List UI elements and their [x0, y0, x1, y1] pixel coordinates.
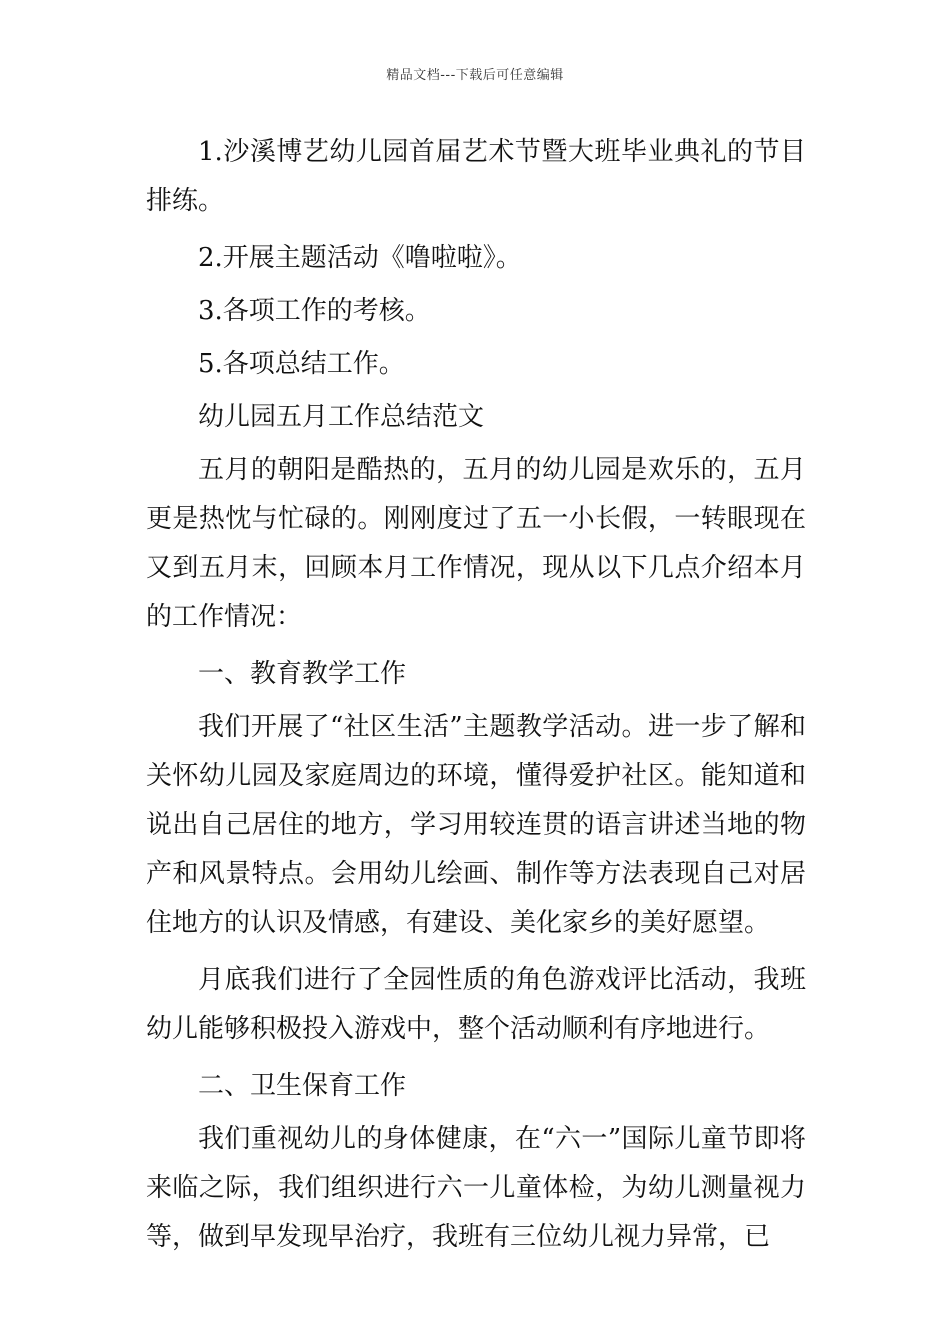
heading-education: 一、教育教学工作: [198, 659, 407, 689]
paragraph-theme-activity: 2.开展主题活动《噜啦啦》。: [198, 243, 522, 273]
section-title: 幼儿园五月工作总结范文: [198, 402, 485, 432]
paragraph-rehearsal: 1.沙溪博艺幼儿园首届艺术节暨大班毕业典礼的节目排练。: [146, 137, 806, 216]
paragraph-assessment: 3.各项工作的考核。: [198, 296, 431, 326]
heading-health: 二、卫生保育工作: [198, 1071, 407, 1101]
paragraph-intro: 五月的朝阳是酷热的，五月的幼儿园是欢乐的，五月更是热忱与忙碌的。刚刚度过了五一小长假，一转眼现在又到五月末，回顾本月工作情况，现从以下几点介绍本月的工作情况：: [146, 455, 806, 632]
paragraph-education: 我们开展了“社区生活”主题教学活动。进一步了解和关怀幼儿园及家庭周边的环境，懂得爱护社区。能知道和说出自己居住的地方，学习用较连贯的语言讲述当地的物产和风景特点。会用幼儿绘画、制作等方法表现自己对居住地方的认识及情感，有建设、美化家乡的美好愿望。: [146, 712, 806, 938]
paragraph-role-play: 月底我们进行了全园性质的角色游戏评比活动，我班幼儿能够积极投入游戏中，整个活动顺利有序地进行。: [146, 965, 806, 1044]
paragraph-health: 我们重视幼儿的身体健康，在“六一”国际儿童节即将来临之际，我们组织进行六一儿童体检，为幼儿测量视力等，做到早发现早治疗，我班有三位幼儿视力异常，已: [146, 1124, 806, 1252]
paragraph-summary-work: 5.各项总结工作。: [198, 349, 405, 379]
page-header: 精品文档---下载后可任意编辑: [386, 68, 564, 83]
document-body: [146, 128, 806, 1270]
